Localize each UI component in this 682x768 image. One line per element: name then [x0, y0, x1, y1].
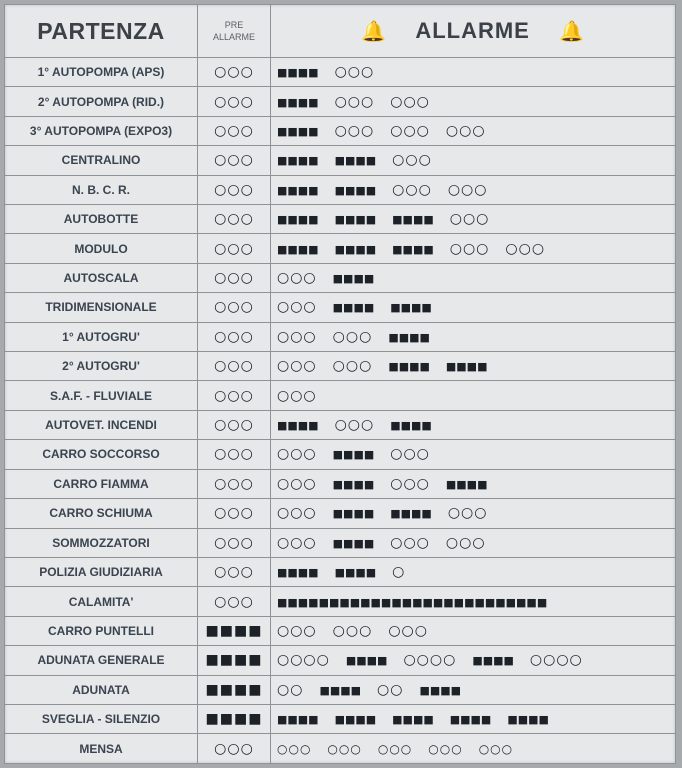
long-blast-group: ■■■■ — [449, 713, 492, 727]
short-blast-group: ○○○ — [334, 123, 375, 140]
long-blast-group: ■■■■ — [332, 507, 375, 521]
long-blast-group: ■■■■ — [277, 183, 319, 197]
table-row — [5, 116, 676, 145]
alarm-signal-table — [4, 4, 676, 764]
short-blast-group: ○○○ — [332, 328, 373, 345]
table-row — [5, 410, 676, 439]
long-blast-group: ■■■■ — [392, 213, 434, 227]
alarm-signal-cell — [271, 410, 676, 439]
vehicle-name: AUTOVET. INCENDI — [5, 410, 198, 439]
long-blast-group: ■■■■ — [334, 213, 377, 227]
short-blast-group: ○○ — [377, 681, 404, 698]
signal-chart-sheet — [4, 4, 676, 764]
short-blast-group: ○○○○ — [529, 652, 583, 669]
short-blast-group: ○○○ — [334, 417, 375, 434]
pre-alarm-signal: ○○○ — [198, 263, 271, 292]
vehicle-name: ADUNATA GENERALE — [5, 646, 198, 675]
table-row — [5, 734, 676, 764]
long-blast-group: ■■■■ — [277, 213, 319, 227]
vehicle-name: N. B. C. R. — [5, 175, 198, 204]
table-row — [5, 205, 676, 234]
table-row — [5, 557, 676, 586]
vehicle-name: CARRO SCHIUMA — [5, 499, 198, 528]
pre-alarm-signal: ○○○ — [198, 87, 271, 116]
pre-alarm-signal: ○○○ — [198, 234, 271, 263]
short-blast-group: ○○○ — [447, 505, 488, 522]
long-blast-group: ■■■■ — [334, 242, 377, 256]
table-row — [5, 469, 676, 498]
long-blast-group: ■■■■ — [277, 242, 319, 256]
alarm-signal-cell — [271, 616, 676, 645]
table-row — [5, 58, 676, 87]
pre-alarm-signal: ■■■■ — [198, 616, 271, 645]
pre-alarm-signal: ○○○ — [198, 58, 271, 87]
alarm-signal-cell — [271, 675, 676, 704]
alarm-signal-cell — [271, 469, 676, 498]
pre-alarm-signal: ○○○ — [198, 116, 271, 145]
vehicle-name: S.A.F. - FLUVIALE — [5, 381, 198, 410]
long-blast-group: ■■■■ — [507, 713, 549, 727]
vehicle-name: CARRO FIAMMA — [5, 469, 198, 498]
long-blast-group: ■■■■ — [334, 183, 377, 197]
alarm-signal-cell — [271, 499, 676, 528]
table-row — [5, 616, 676, 645]
table-row — [5, 704, 676, 733]
short-blast-group: ○○○ — [277, 622, 317, 639]
short-blast-group: ○○○ — [390, 446, 430, 463]
pre-alarm-signal: ○○○ — [198, 557, 271, 586]
vehicle-name: 1° AUTOPOMPA (APS) — [5, 58, 198, 87]
long-blast-group: ■■■■ — [277, 66, 319, 80]
table-row — [5, 146, 676, 175]
long-blast-group: ■■■■ — [392, 713, 434, 727]
alarm-signal-cell — [271, 440, 676, 469]
long-blast-group: ■■■■ — [277, 95, 319, 109]
short-blast-group: ○○○ — [505, 240, 546, 257]
long-blast-group: ■■■■ — [445, 360, 488, 374]
short-blast-group: ○○○ — [392, 152, 432, 169]
pre-allarme-header — [198, 5, 271, 58]
table-row — [5, 381, 676, 410]
alarm-signal-cell — [271, 175, 676, 204]
pre-alarm-signal: ○○○ — [198, 146, 271, 175]
long-blast-group: ■■■■ — [332, 536, 375, 550]
alarm-signal-cell — [271, 58, 676, 87]
short-blast-group: ○○○ — [327, 741, 362, 756]
short-blast-group: ○○○ — [428, 741, 463, 756]
long-blast-group: ■■■■■■■■■■■■■■■■■■■■■■■■■■ — [277, 595, 548, 609]
short-blast-group: ○○○ — [334, 64, 375, 81]
vehicle-name: SVEGLIA - SILENZIO — [5, 704, 198, 733]
short-blast-group: ○○○ — [277, 505, 317, 522]
short-blast-group: ○○○ — [332, 358, 373, 375]
pre-alarm-signal: ■■■■ — [198, 675, 271, 704]
short-blast-group: ○○○ — [277, 299, 317, 316]
short-blast-group: ○○○ — [277, 475, 317, 492]
pre-alarm-signal: ○○○ — [198, 352, 271, 381]
short-blast-group: ○○○ — [390, 93, 430, 110]
short-blast-group: ○○○ — [390, 534, 430, 551]
alarm-signal-cell — [271, 352, 676, 381]
short-blast-group: ○○○ — [277, 358, 317, 375]
pre-alarm-signal: ○○○ — [198, 528, 271, 557]
table-row — [5, 646, 676, 675]
short-blast-group: ○○○ — [277, 387, 317, 404]
short-blast-group: ○○○ — [390, 123, 430, 140]
vehicle-name: 1° AUTOGRU' — [5, 322, 198, 351]
pre-alarm-signal: ○○○ — [198, 293, 271, 322]
long-blast-group: ■■■■ — [445, 477, 488, 491]
partenza-header: PARTENZA — [5, 5, 198, 58]
signal-rows — [5, 58, 676, 764]
pre-alarm-signal: ○○○ — [198, 322, 271, 351]
long-blast-group: ■■■■ — [277, 125, 319, 139]
alarm-signal-cell — [271, 293, 676, 322]
short-blast-group: ○○○ — [449, 240, 490, 257]
pre-alarm-signal: ■■■■ — [198, 704, 271, 733]
pre-alarm-signal: ○○○ — [198, 469, 271, 498]
long-blast-group: ■■■■ — [277, 713, 319, 727]
alarm-signal-cell — [271, 734, 676, 764]
vehicle-name: AUTOSCALA — [5, 263, 198, 292]
long-blast-group: ■■■■ — [419, 683, 462, 697]
pre-alarm-signal: ○○○ — [198, 587, 271, 616]
table-row — [5, 87, 676, 116]
short-blast-group: ○○○ — [277, 446, 317, 463]
alarm-signal-cell — [271, 646, 676, 675]
short-blast-group: ○○○ — [449, 211, 490, 228]
long-blast-group: ■■■■ — [392, 242, 434, 256]
short-blast-group: ○○○ — [445, 123, 486, 140]
alarm-signal-cell — [271, 205, 676, 234]
table-row — [5, 322, 676, 351]
table-row — [5, 352, 676, 381]
short-blast-group: ○ — [392, 564, 406, 581]
long-blast-group: ■■■■ — [332, 272, 375, 286]
vehicle-name: ADUNATA — [5, 675, 198, 704]
vehicle-name: SOMMOZZATORI — [5, 528, 198, 557]
table-row — [5, 293, 676, 322]
alarm-signal-cell — [271, 528, 676, 557]
long-blast-group: ■■■■ — [388, 330, 430, 344]
long-blast-group: ■■■■ — [390, 419, 432, 433]
vehicle-name: CARRO PUNTELLI — [5, 616, 198, 645]
short-blast-group: ○○○ — [277, 328, 317, 345]
alarm-signal-cell — [271, 587, 676, 616]
table-row — [5, 234, 676, 263]
long-blast-group: ■■■■ — [334, 154, 377, 168]
short-blast-group: ○○○ — [377, 741, 413, 756]
header-row — [5, 5, 676, 58]
long-blast-group: ■■■■ — [277, 566, 319, 580]
long-blast-group: ■■■■ — [277, 154, 319, 168]
long-blast-group: ■■■■ — [332, 301, 375, 315]
vehicle-name: MENSA — [5, 734, 198, 764]
long-blast-group: ■■■■ — [332, 477, 375, 491]
alarm-bell-icon: 🔔 — [361, 21, 388, 44]
pre-alarm-signal: ○○○ — [198, 499, 271, 528]
long-blast-group: ■■■■ — [334, 713, 377, 727]
long-blast-group: ■■■■ — [332, 448, 375, 462]
vehicle-name: 2° AUTOGRU' — [5, 352, 198, 381]
pre-alarm-signal: ○○○ — [198, 734, 271, 764]
table-row — [5, 175, 676, 204]
vehicle-name: CALAMITA' — [5, 587, 198, 616]
alarm-signal-cell — [271, 234, 676, 263]
short-blast-group: ○○○○ — [277, 652, 330, 669]
short-blast-group: ○○○ — [392, 181, 432, 198]
long-blast-group: ■■■■ — [277, 419, 319, 433]
pre-alarm-signal: ○○○ — [198, 440, 271, 469]
long-blast-group: ■■■■ — [319, 683, 362, 697]
vehicle-name: TRIDIMENSIONALE — [5, 293, 198, 322]
short-blast-group: ○○○ — [390, 475, 430, 492]
short-blast-group: ○○ — [277, 681, 304, 698]
table-row — [5, 675, 676, 704]
short-blast-group: ○○○ — [478, 741, 514, 756]
short-blast-group: ○○○ — [445, 534, 486, 551]
alarm-signal-cell — [271, 557, 676, 586]
alarm-signal-cell — [271, 381, 676, 410]
pre-alarm-signal: ○○○ — [198, 175, 271, 204]
allarme-header — [271, 5, 676, 58]
short-blast-group: ○○○○ — [403, 652, 457, 669]
alarm-signal-cell — [271, 322, 676, 351]
vehicle-name: CENTRALINO — [5, 146, 198, 175]
short-blast-group: ○○○ — [388, 622, 428, 639]
alarm-signal-cell — [271, 263, 676, 292]
short-blast-group: ○○○ — [277, 270, 317, 287]
short-blast-group: ○○○ — [447, 181, 488, 198]
vehicle-name: CARRO SOCCORSO — [5, 440, 198, 469]
long-blast-group: ■■■■ — [334, 566, 377, 580]
pre-alarm-signal: ■■■■ — [198, 646, 271, 675]
alarm-signal-cell — [271, 87, 676, 116]
vehicle-name: MODULO — [5, 234, 198, 263]
table-row — [5, 528, 676, 557]
pre-allarme-line1: PRE — [224, 20, 244, 30]
allarme-header-label: ALLARME — [415, 17, 530, 43]
pre-alarm-signal: ○○○ — [198, 410, 271, 439]
pre-alarm-signal: ○○○ — [198, 205, 271, 234]
short-blast-group: ○○○ — [332, 622, 373, 639]
long-blast-group: ■■■■ — [388, 360, 430, 374]
table-row — [5, 587, 676, 616]
vehicle-name: POLIZIA GIUDIZIARIA — [5, 557, 198, 586]
vehicle-name: AUTOBOTTE — [5, 205, 198, 234]
pre-alarm-signal: ○○○ — [198, 381, 271, 410]
pre-allarme-line2: ALLARME — [212, 32, 256, 42]
long-blast-group: ■■■■ — [345, 654, 388, 668]
long-blast-group: ■■■■ — [390, 301, 432, 315]
long-blast-group: ■■■■ — [390, 507, 432, 521]
short-blast-group: ○○○ — [277, 534, 317, 551]
table-row — [5, 499, 676, 528]
long-blast-group: ■■■■ — [472, 654, 514, 668]
alarm-signal-cell — [271, 146, 676, 175]
alarm-bell-icon: 🔔 — [558, 21, 585, 44]
short-blast-group: ○○○ — [277, 741, 312, 756]
table-row — [5, 440, 676, 469]
vehicle-name: 2° AUTOPOMPA (RID.) — [5, 87, 198, 116]
table-row — [5, 263, 676, 292]
vehicle-name: 3° AUTOPOMPA (EXPO3) — [5, 116, 198, 145]
alarm-signal-cell — [271, 116, 676, 145]
short-blast-group: ○○○ — [334, 93, 375, 110]
alarm-signal-cell — [271, 704, 676, 733]
